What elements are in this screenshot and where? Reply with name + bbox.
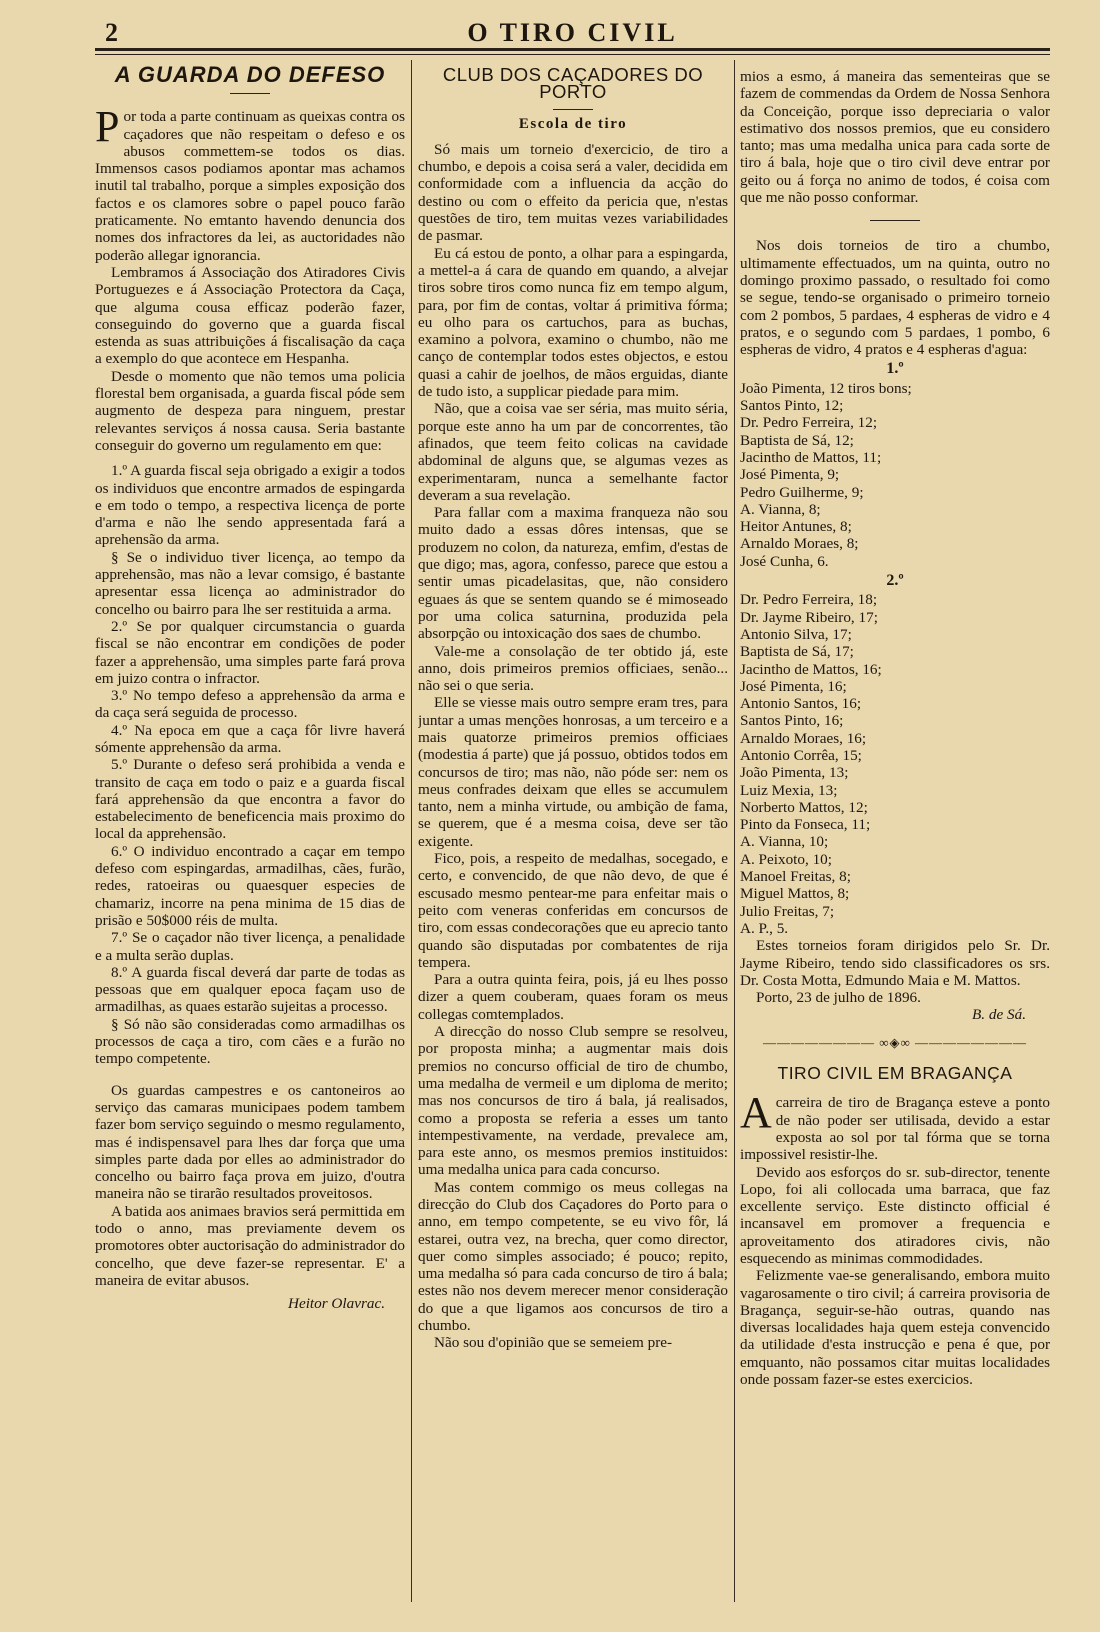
regulation-item: § Só não são consideradas como armadilhas os processos de caça a tiro, com cães e a furão no tempo competente. (95, 1015, 405, 1068)
result-item: Arnaldo Moraes, 8; (740, 535, 859, 553)
result-item: A. P., 5. (740, 919, 789, 937)
result-item: Luiz Mexia, 13; (740, 781, 838, 799)
tournament-1-results (740, 380, 1050, 570)
article-paragraph: Nos dois torneios de tiro a chumbo, ultimamente effectuados, um na quinta, outro no domingo proximo passado, o resultado foi como se segue, tendo-se organisado o primeiro torneio com 2 pombos, 5 pardaes, 4 espheras de vidro e 4 pratos, e o segundo com 5 pardaes, 1 pombo, 6 espheras de vidro, 4 pratos e 4 espheras d'agua: (740, 237, 1050, 359)
result-item: A. Vianna, 10; (740, 833, 829, 851)
column-1 (95, 60, 405, 1602)
dateline: Porto, 23 de julho de 1896. (756, 989, 921, 1007)
regulation-item: 3.º No tempo defeso a apprehensão da arma e da caça será seguida de processo. (95, 687, 405, 722)
journal-title: O TIRO CIVIL (467, 18, 678, 47)
result-item: José Pimenta, 16; (740, 677, 847, 695)
article-paragraph: Eu cá estou de ponto, a olhar para a espingarda, a mettel-a á cara de quando em quando, a alvejar tiros sobre tiros como nunca fiz em tempo algum, para, por fim de contas, voltar á primitiva fórma; eu olho para os cartuchos, para as buchas, examino a polvora, examino o chumbo, não me canço de contemplar todos estes objectos, e estou quasi a cahir de joelhos, de mãos erguidas, diante de tudo isto, a supplicar piedade para mim. (418, 244, 728, 401)
title-rule (553, 109, 593, 110)
article-title: CLUB DOS CAÇADORES DO PORTO (442, 64, 704, 103)
article-paragraph: Desde o momento que não temos uma policia florestal bem organisada, a guarda fiscal póde sem augmento de despeza para ninguem, prestar relevantes serviços á nossa causa. Seria bastante conseguir do governo um regulamento em que: (95, 367, 405, 454)
article-paragraph: Estes torneios foram dirigidos pelo Sr. Dr. Jayme Ribeiro, tendo sido classificadores os srs. Dr. Costa Motta, Edmundo Maia e M. Mattos. (740, 937, 1050, 989)
article-paragraph: mios a esmo, á maneira das sementeiras que se fazem de commendas da Ordem de Nossa Senhora da Conceição, porque isso depreciaria o valor estimativo dos nossos premios, que eu considero tanto; mas uma medalha unica para cada sorte de tiro á bala, hoje que o tiro civil deve entrar por geito ou á força no animo de todos, é coisa com que me não posso conformar. (740, 68, 1050, 207)
regulation-item: 6.º O individuo encontrado a caçar em tempo defeso com espingardas, armadilhas, cães, furão, redes, ratoeiras ou quaesquer especies de chamariz, incorre na pena minima de 15 dias de prisão e 50$000 réis de multa. (95, 842, 405, 929)
article-paragraph: Só mais um torneio d'exercicio, de tiro a chumbo, e depois a coisa será a valer, decidida em conformidade com a influencia da acção do destino ou com o effeito da pericia que, n'estas questões de tiro, tem muitas vezes variabilidades de pasmar. (418, 140, 728, 245)
regulation-item: 5.º Durante o defeso será prohibida a venda e transito de caça em todo o paiz e a guarda fiscal fará apprehensão da que encontra a favor do estabelecimento de beneficencia mais proximo do local da apprehensão. (95, 756, 405, 843)
masthead-rule-thin (95, 54, 1050, 55)
article-paragraph: Devido aos esforços do sr. sub-director, tenente Lopo, foi ali collocada uma barraca, que faz excellente serviço. Este distincto official é incansavel em promover a frequencia e aproveitamento dos atiradores civis, não esquecendo as minimas commodidades. (740, 1163, 1050, 1267)
regulation-item: 4.º Na epoca em que a caça fôr livre haverá sómente apprehensão da arma. (95, 721, 405, 756)
article-paragraph: Não, que a coisa vae ser séria, mas muito séria, porque este anno ha um par de concorrentes, tão afinados, que teem feito colicas na cavidade abdominal de alguns que, se algumas vezes as experimentaram, nunca a semelhante factor deveram a sua revelação. (418, 400, 728, 504)
article-title: TIRO CIVIL EM BRAGANÇA (777, 1063, 1013, 1084)
result-item: Baptista de Sá, 17; (740, 643, 854, 661)
masthead (95, 16, 1050, 46)
result-item: Jacintho de Mattos, 16; (740, 660, 882, 678)
ornament-divider: ———————— ∞◈∞ ———————— (762, 1034, 1028, 1050)
result-item: Pinto da Fonseca, 11; (740, 816, 871, 834)
result-item: Miguel Mattos, 8; (740, 885, 850, 903)
result-item: José Cunha, 6. (740, 552, 829, 570)
article-paragraph: Lembramos á Associação dos Atiradores Civis Portuguezes e á Associação Protectora da Caça, que alguma cousa efficaz poderão fazer, conseguindo do governo que a guarda fiscal estenda as suas attribuições á fiscalisação da caça a exemplo do que acontece em Hespanha. (95, 263, 405, 368)
article-title: A GUARDA DO DEFESO (114, 62, 386, 87)
result-item: Antonio Corrêa, 15; (740, 746, 862, 764)
column-2 (418, 60, 728, 1602)
result-item: Dr. Pedro Ferreira, 12; (740, 414, 878, 432)
article-paragraph: Não sou d'opinião que se semeiem pre- (434, 1334, 673, 1352)
page-number: 2 (105, 18, 118, 47)
result-item: Baptista de Sá, 12; (740, 431, 854, 449)
author-signature: B. de Sá. (972, 1006, 1026, 1024)
result-item: Dr. Pedro Ferreira, 18; (740, 591, 878, 609)
result-item: Santos Pinto, 16; (740, 712, 844, 730)
result-item: Jacintho de Mattos, 11; (740, 448, 882, 466)
article-paragraph: A batida aos animaes bravios será permittida em todo o anno, mas previamente devem os promotores obter auctorisação do administrador do concelho, que deve fazer-se representar. E' a maneira de evitar abusos. (95, 1202, 405, 1289)
author-signature: Heitor Olavrac. (287, 1295, 385, 1313)
result-item: Santos Pinto, 12; (740, 397, 844, 415)
article-subtitle: Escola de tiro (518, 115, 628, 132)
result-item: Manoel Freitas, 8; (740, 868, 851, 886)
result-item: Antonio Santos, 16; (740, 695, 862, 713)
column-divider (411, 60, 412, 1602)
article-paragraph: Por toda a parte continuam as queixas contra os caçadores que não respeitam o defeso e os abusos commettem-se todos os dias. Immensos casos podiamos apontar mas achamos inutil tal trabalho, porque a simples exposição dos factos e os clamores sobre o papel pouco farão praticamente. No emtanto havendo denuncia dos nomes dos infractores da lei, as auctoridades não poderão allegar ignorancia. (95, 102, 405, 264)
result-item: A. Vianna, 8; (740, 500, 821, 518)
article-paragraph: A direcção do nosso Club sempre se resolveu, por proposta minha; a augmentar mais dois premios no concurso official de tiro de chumbo, uma medalha de vermeil e um diploma de merito; mas nos concursos de tiro á bala, já realisados, como a proposta se referia a esses um tanto intempestivamente, na verdade, prevalece am, para este anno, os mesmos premios instituidos: uma medalha unica para cada concurso. (418, 1023, 728, 1179)
result-item: Arnaldo Moraes, 16; (740, 729, 867, 747)
regulation-item: 2.º Se por qualquer circumstancia o guarda fiscal se não encontrar em condições de poder fazer a apprehensão, uma simples parte fará prova em juizo contra o infractor. (95, 617, 405, 687)
article-paragraph: Os guardas campestres e os cantoneiros ao serviço das camaras municipaes podem tambem fazer bom serviço seguindo o mesmo regulamento, mas é indispensavel para lhes dar força que uma simples parte dada por elles ao administrador do concelho ou bairro faça prova em juizo, d'outra maneira não se tirarão resultados proveitosos. (95, 1081, 405, 1203)
result-item: Dr. Jayme Ribeiro, 17; (740, 608, 878, 626)
section-rule (870, 220, 920, 221)
result-item: A. Peixoto, 10; (740, 850, 832, 868)
article-paragraph: Fico, pois, a respeito de medalhas, socegado, e certo, e convencido, de que não devo, de que é escusado mesmo pentear-me para enfeitar mais o peito com veneras conferidas em concursos de tiro, com essas condecorações que eu aprecio tanto quando são disputadas por combatentes de rija tempera. (418, 850, 728, 971)
article-paragraph: Elle se viesse mais outro sempre eram tres, para juntar a umas menções honrosas, a um terceiro e a mais quatorze primeiros premios officiaes (modestia á parte) que já possuo, obtidos todos em concursos de tiro; mas não, não póde ser: nem os meus confrades deixam que elles se accumulem tanto, nem a minha virtude, ou ambição de fama, se querem, que é a mesma coisa, deve ser tão exigente. (418, 694, 728, 850)
column-3 (740, 60, 1050, 1602)
drop-cap: A (740, 1088, 772, 1138)
regulation-item: 8.º A guarda fiscal deverá dar parte de todas as pessoas que em qualquer epoca façam uso de armadilhas, as quaes estarão sujeitas a processo. (95, 963, 405, 1016)
result-item: João Pimenta, 13; (740, 764, 849, 782)
article-paragraph: Para fallar com a maxima franqueza não sou muito dado a essas dôres intensas, que se produzem no colon, da natureza, emfim, d'estas de que digo; mas, agora, confesso, parece que estou a sentir umas picadelasitas, que, não considero eguaes ás que se sentem quando se é mimoseado por uma colica saturnina, produzida pela absorpção ou intoxicação dos saes de chumbo. (418, 504, 728, 643)
result-item: Julio Freitas, 7; (740, 902, 835, 920)
result-item: José Pimenta, 9; (740, 466, 840, 484)
tournament-2-results (740, 591, 1050, 937)
drop-cap: P (95, 102, 120, 152)
tournament-2-label: 2.º (886, 572, 904, 590)
result-item: Norberto Mattos, 12; (740, 798, 868, 816)
result-item: Pedro Guilherme, 9; (740, 483, 864, 501)
masthead-rule (95, 48, 1050, 51)
regulation-item: 1.º A guarda fiscal seja obrigado a exigir a todos os individuos que encontre armados de espingarda e em todo o tempo, a respectiva licença de porte d'arma e não lhe sendo appresentada fará a aprehensão da arma. (95, 462, 405, 549)
article-paragraph: Mas contem commigo os meus collegas na direcção do Club dos Caçadores do Porto para o anno, em tempo competente, se eu vivo fôr, lá estarei, outra vez, na brecha, quer como director, quer como simples associado; é pouco; repito, uma medalha só para cada concurso de tiro á bala; estes não nos devem merecer menor consideração do que a que ligamos aos concursos de tiro a chumbo. (418, 1178, 728, 1335)
article-paragraph: Acarreira de tiro de Bragança esteve a ponto de não poder ser utilisada, devido a estar exposta ao sol por tal fórma que se torna impossivel resistir-lhe. (740, 1088, 1050, 1164)
regulation-item: § Se o individuo tiver licença, ao tempo da apprehensão, mas não a levar comsigo, é bastante apresentar essa licença ao administrador do concelho ou bairro para lhe ser restituida a arma. (95, 548, 405, 618)
article-paragraph: Felizmente vae-se generalisando, embora muito vagarosamente o tiro civil; á carreira provisoria de Bragança, seguir-se-hão outras, quando nas diversas localidades haja quem esteja convencido da utilidade d'esta instrucção e pena é que, por emquanto, não possamos citar muitas localidades onde possam fazer-se estes exercicios. (740, 1267, 1050, 1389)
regulation-item: 7.º Se o caçador não tiver licença, a penalidade e a multa serão duplas. (95, 929, 405, 964)
article-paragraph: Para a outra quinta feira, pois, já eu lhes posso dizer a quem couberam, quaes foram os meus collegas comtemplados. (418, 971, 728, 1023)
result-item: Heitor Antunes, 8; (740, 518, 852, 536)
title-rule (230, 93, 270, 94)
result-item: Antonio Silva, 17; (740, 625, 852, 643)
result-item: João Pimenta, 12 tiros bons; (740, 379, 912, 397)
tournament-1-label: 1.º (886, 360, 904, 378)
article-paragraph: Vale-me a consolação de ter obtido já, este anno, dois primeiros premios officiaes, senão... não sei o que seria. (418, 642, 728, 695)
column-divider (734, 60, 735, 1602)
